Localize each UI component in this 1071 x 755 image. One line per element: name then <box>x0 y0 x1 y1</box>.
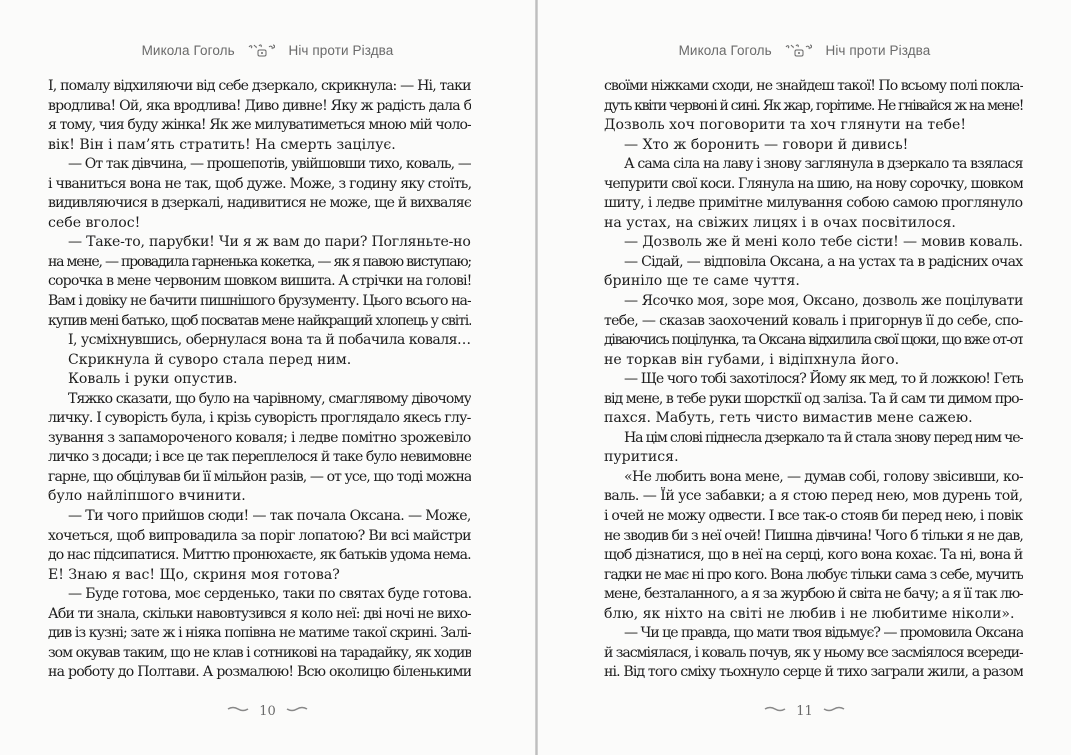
text-line: бриніло ще те саме чуття. <box>604 273 800 290</box>
text-line: личко з досади; і все це так переплелося й таке було невимовне <box>48 449 471 466</box>
text-line: І, помалу відхиляючи від себе дзеркало, скрикнула: — Ні, таки <box>48 78 471 94</box>
text-line: зом окував таким, що не клав і сотникові на тарадайку, як ходив <box>48 644 471 661</box>
text-line: — Таке-то, парубки! Чи я ж вам до пари? Погляньте-но <box>68 234 471 251</box>
text-line: мене, безталанного, а я за журбою й світа не бачу; а я її так лю- <box>604 586 1023 603</box>
folio-ornament-icon <box>286 706 308 712</box>
text-line: — Чи це правда, що мати твоя відьмує? — промовила Оксана <box>624 625 1023 642</box>
page-number-value: 10 <box>259 704 276 719</box>
folio-ornament-icon <box>823 706 845 712</box>
text-line: — Дозволь же й мені коло тебе сісти! — мовив коваль. <box>624 234 1023 251</box>
header-author: Микола Гоголь <box>678 43 772 58</box>
text-line: було найліпшого вчинити. <box>48 488 246 505</box>
text-line: А сама сіла на лаву і знову заглянула в дзеркало та взялася <box>624 156 1023 173</box>
page-number <box>0 704 535 719</box>
text-line: «Не любить вона мене, — думав собі, голову звісивши, ко- <box>624 468 1023 485</box>
text-line: купив мені батько, щоб посватав мене найкращий хлопець у світі. <box>48 312 471 329</box>
text-line: Тяжко сказати, що було на чарівному, смаглявому дівочому <box>68 390 471 407</box>
text-line: себе вголос! <box>48 214 141 231</box>
text-line: На цім слові піднесла дзеркало та й стала знову перед ним че- <box>624 429 1023 446</box>
text-line: — Сідай, — відповіла Оксана, а на устах та в радісних очах <box>624 253 1023 270</box>
text-line: — Буде готова, моє серденько, таки по святах буде готова. <box>68 586 471 603</box>
header-title: Ніч проти Різдва <box>288 43 394 58</box>
running-header <box>538 41 1071 58</box>
text-line: й засміялася, і коваль почув, як у ньому все засміялося всереди- <box>604 644 1023 661</box>
body-text <box>48 77 471 683</box>
text-line: не зводив би з неї очей! Пишна дівчина! Чого б тільки я не дав, <box>604 527 1023 544</box>
left-page <box>0 0 535 755</box>
text-line: — Хто ж боронить — говори й дивись! <box>624 136 909 153</box>
text-line: на роботу до Полтави. А розмалюю! Всю околицю біленькими <box>48 664 471 681</box>
text-line: Коваль і руки опустив. <box>68 371 238 388</box>
text-line: див із кузні; зате ж і ніяка попівна не матиме такої скрині. Залі- <box>48 625 471 642</box>
ornament-icon <box>782 41 816 57</box>
text-line: і чваниться вона не так, щоб дуже. Може, з годину яку стоїть, <box>48 175 471 192</box>
text-line: діваючись поцілунка, та Оксана відхилила свої щоки, що вже от-от <box>604 332 1023 349</box>
text-line: вік! Він і пам’ять стратить! На смерть зацілує. <box>48 136 396 153</box>
text-line: личку. І суворість була, і крізь суворість проглядало якесь глу- <box>48 410 471 427</box>
text-line: від мене, в тебе руки шорсткії од заліза. Та й сам ти димом про- <box>604 390 1023 407</box>
text-line: вродлива! Ой, яка вродлива! Диво дивне! Яку ж радість дала б <box>48 97 471 114</box>
text-line: на устах, на свіжих лицях і в очах посвітилося. <box>604 214 956 231</box>
text-line: гарне, що обцілував би її мільйон разів, — от усе, що тоді можна <box>48 468 471 485</box>
text-line: тебе, — сказав заохочений коваль і пригорнув її до себе, спо- <box>604 312 1023 329</box>
text-line: до нас підсипатися. Миттю пронюхаєте, як батьків удома нема. <box>48 547 471 564</box>
text-line: не торкав він губами, і відіпхнула його. <box>604 351 900 368</box>
text-line: шиту, і ледве примітне милування собою самою проглянуло <box>604 195 1023 212</box>
text-line: — Ти чого прийшов сюди! — так почала Оксана. — Може, <box>68 508 471 525</box>
ornament-icon <box>245 41 279 57</box>
text-line: я тому, чия буду жінка! Як же милуватиметься мною мій чоло- <box>48 117 471 134</box>
text-line: дуть квіти червоні й сині. Як жар, горітиме. Не гнівайся ж на мене! <box>604 97 1023 114</box>
body-text <box>604 77 1023 683</box>
text-line: Вам і довіку не бачити пишнішого брузументу. Цього всього на- <box>48 293 471 310</box>
text-line: блю, як ніхто на світі не любив і не любитиме ніколи». <box>604 605 1015 622</box>
text-line: — Ще чого тобі захотілося? Йому як мед, то й ложкою! Геть <box>624 371 1023 388</box>
text-line: на мене, — провадила гарненька кокетка, — як я павою виступаю; <box>48 253 471 270</box>
text-line: видивляючися в дзеркалі, надивитися не може, ще й вихваляє <box>48 195 471 212</box>
text-line: Скрикнула й суворо стала перед ним. <box>68 351 352 368</box>
text-line: — От так дівчина, — прошепотів, увійшовши тихо, коваль, — <box>68 156 471 173</box>
text-line: сорочка в мене червоним шовком вишита. А стрічки на голові! <box>48 273 471 290</box>
page-number <box>538 704 1071 719</box>
text-line: зування з запамороченого коваля; і ледве помітно зрожевіло <box>48 429 471 446</box>
text-line: — Ясочко моя, зоре моя, Оксано, дозволь же поцілувати <box>624 293 1023 310</box>
header-title: Ніч проти Різдва <box>825 43 931 58</box>
page-number-value: 11 <box>796 704 813 719</box>
text-line: пуритися. <box>604 449 679 466</box>
text-line: щоб дізнатися, що в неї на серці, кого вона кохає. Та ні, вона й <box>604 547 1023 564</box>
text-line: Аби ти знала, скільки навовтузився я коло неї: дві ночі не вихо- <box>48 605 471 622</box>
text-line: пахся. Мабуть, геть чисто вимастив мене сажею. <box>604 410 973 427</box>
text-line: хочеться, щоб випровадила за поріг лопатою? Ви всі майстри <box>48 527 471 544</box>
text-line: і очей не можу одвести. І все так-о стояв би перед нею, і повік <box>604 508 1023 525</box>
text-line: чепурити свої коси. Глянула на шию, на нову сорочку, шовком <box>604 175 1023 192</box>
folio-ornament-icon <box>227 706 249 712</box>
header-author: Микола Гоголь <box>141 43 235 58</box>
right-page <box>538 0 1071 755</box>
text-line: валь. — Їй усе забавки; а я стою перед нею, мов дурень той, <box>604 488 1023 505</box>
text-line: своїми ніжками сходи, не знайдеш такої! По всьому полі поклa- <box>604 78 1023 94</box>
running-header <box>0 41 535 58</box>
text-line: Е! Знаю я вас! Що, скриня моя готова? <box>48 566 340 583</box>
text-line: гадки не має ні про кого. Вона любує тільки сама з себе, мучить <box>604 566 1023 583</box>
text-line: І, усміхнувшись, обернулася вона та й побачила коваля… <box>68 332 471 349</box>
folio-ornament-icon <box>764 706 786 712</box>
text-line: ні. Від того сміху тьохнуло серце й тихо заграли жили, а разом <box>604 664 1023 681</box>
text-line: Дозволь хоч поговорити та хоч глянути на тебе! <box>604 117 967 134</box>
